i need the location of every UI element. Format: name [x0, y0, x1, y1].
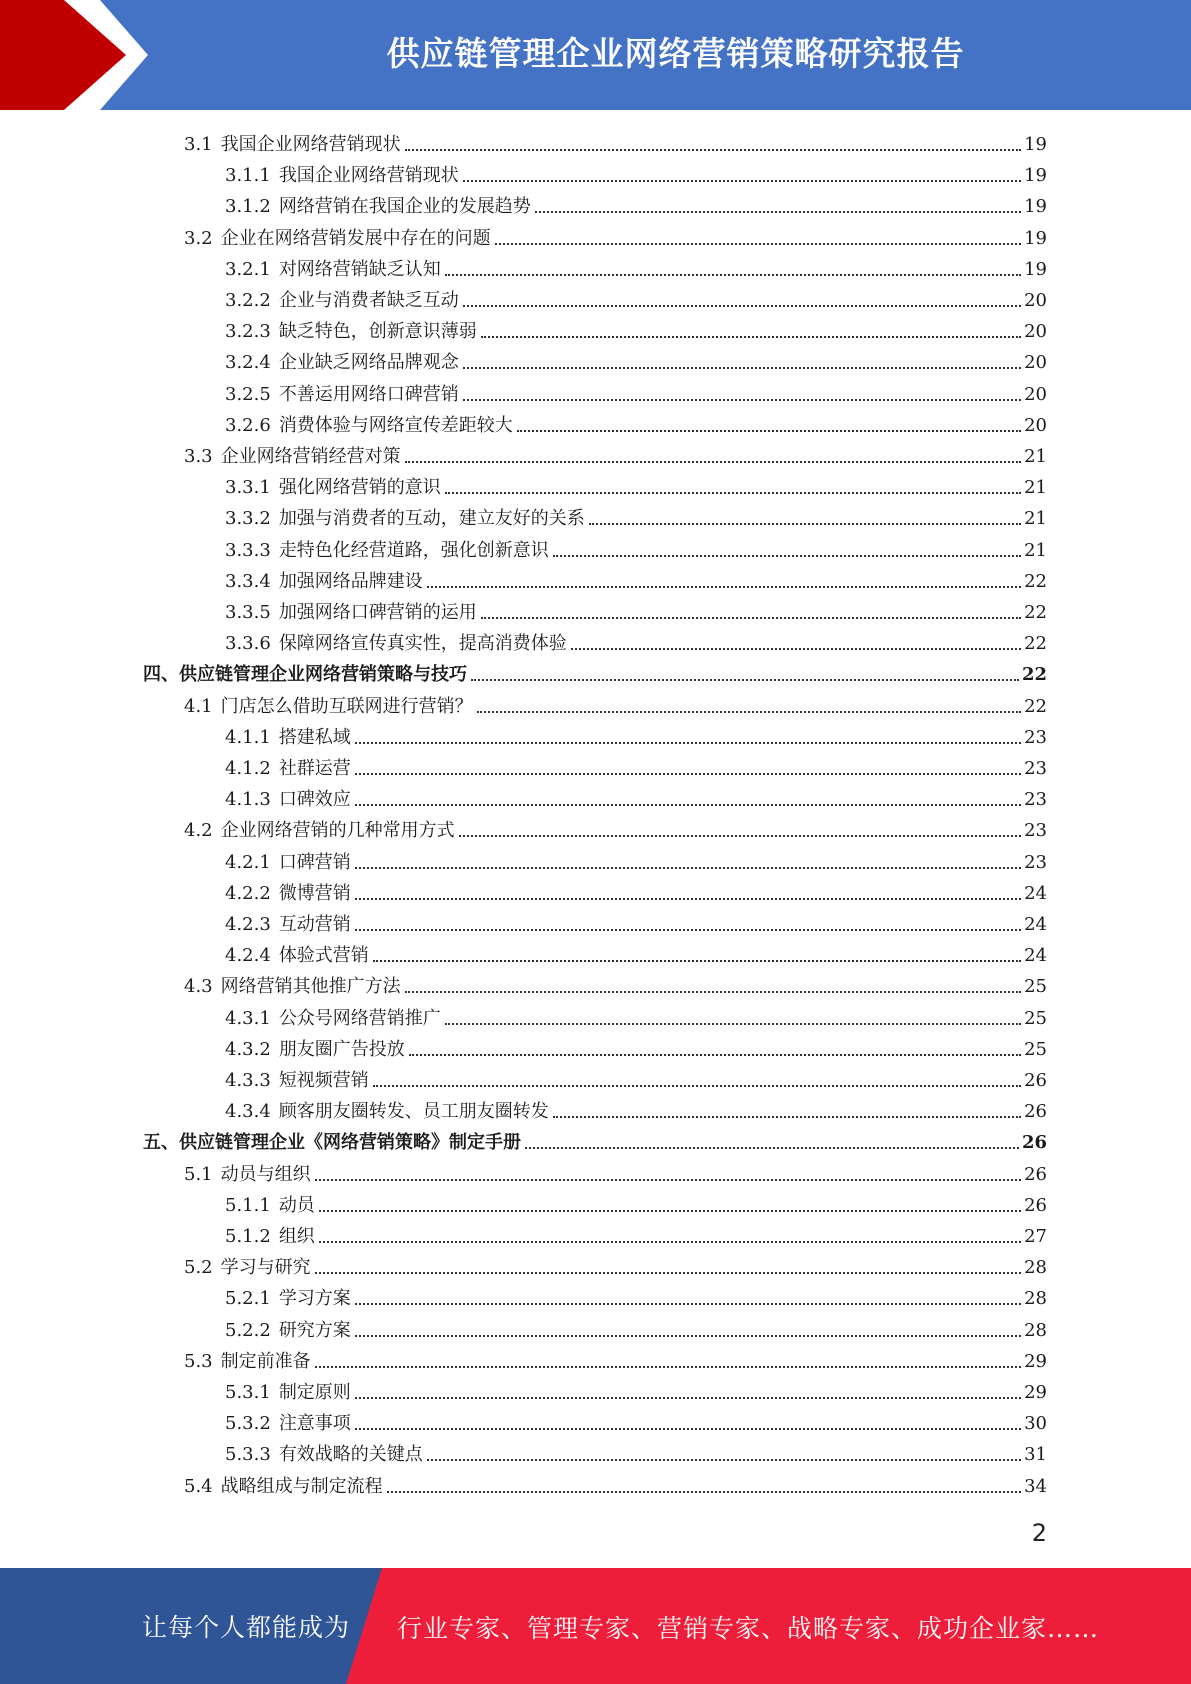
toc-entry-number: 5.2.1: [225, 1288, 271, 1310]
toc-entry-title: 企业网络营销经营对策: [220, 446, 401, 467]
toc-entry-page: 31: [1024, 1444, 1047, 1466]
toc-entry[interactable]: [225, 1219, 1047, 1249]
toc-entry-page: 20: [1024, 290, 1047, 311]
toc-dot-leader: [319, 1210, 1021, 1212]
toc-dot-leader: [427, 586, 1021, 588]
toc-entry-number: 4.3.4: [225, 1101, 271, 1123]
toc-entry-number: 4.2.3: [225, 914, 271, 935]
toc-entry-title: 走特色化经营道路，强化创新意识: [278, 539, 549, 561]
toc-entry[interactable]: [225, 314, 1047, 344]
toc-entry-title: 五、供应链管理企业《网络营销策略》制定手册: [143, 1132, 521, 1154]
toc-entry[interactable]: [225, 876, 1047, 906]
toc-entry-title: 口碑营销: [278, 851, 351, 873]
toc-entry-number: 4.2.4: [225, 945, 271, 967]
toc-entry-page: 23: [1024, 820, 1047, 842]
toc-entry-number: 4.2.1: [225, 851, 271, 873]
toc-entry[interactable]: [184, 1344, 1047, 1374]
toc-entry-title: 有效战略的关键点: [278, 1444, 423, 1466]
toc-entry-page: 23: [1024, 758, 1047, 779]
toc-entry-title: 注意事项: [278, 1413, 351, 1435]
toc-entry-title: 加强网络品牌建设: [278, 570, 423, 592]
toc-dot-leader: [405, 991, 1021, 993]
toc-entry-number: 3.3.6: [225, 633, 271, 655]
toc-entry-page: 22: [1024, 695, 1047, 717]
toc-entry[interactable]: [225, 845, 1047, 875]
toc-entry-number: 4.2.2: [225, 882, 271, 904]
page-header: [0, 0, 1191, 110]
toc-entry-title: 门店怎么借助互联网进行营销？: [220, 695, 473, 717]
toc-entry[interactable]: [184, 969, 1047, 999]
toc-dot-leader: [495, 243, 1021, 245]
toc-entry-number: 4.1.3: [225, 789, 271, 811]
toc-dot-leader: [315, 1272, 1021, 1274]
toc-entry-page: 19: [1024, 227, 1047, 249]
toc-entry-number: 3.3.2: [225, 508, 271, 530]
toc-dot-leader: [463, 367, 1021, 369]
toc-entry[interactable]: [225, 408, 1047, 438]
toc-entry-number: 3.2.6: [225, 414, 271, 436]
toc-entry-title: 强化网络营销的意识: [278, 477, 441, 499]
toc-entry-title: 企业缺乏网络品牌观念: [278, 352, 459, 374]
toc-entry-number: 3.2: [184, 227, 213, 249]
toc-entry-title: 公众号网络营销推广: [278, 1007, 441, 1029]
toc-entry-page: 29: [1024, 1350, 1047, 1372]
toc-entry-title: 组织: [278, 1226, 315, 1247]
toc-entry-page: 20: [1024, 383, 1047, 405]
toc-entry-number: 5.3: [184, 1350, 213, 1372]
toc-entry[interactable]: [225, 1375, 1047, 1405]
toc-entry-title: 缺乏特色，创新意识薄弱: [278, 321, 477, 343]
toc-entry-page: 21: [1024, 539, 1047, 561]
toc-entry-number: 5.3.2: [225, 1413, 271, 1435]
toc-entry-page: 30: [1024, 1413, 1047, 1435]
toc-entry-number: 3.3: [184, 446, 213, 467]
toc-dot-leader: [319, 1241, 1021, 1243]
toc-entry-title: 搭建私域: [278, 726, 351, 748]
toc-entry-number: 4.3.2: [225, 1038, 271, 1060]
toc-dot-leader: [571, 648, 1021, 650]
toc-entry-number: 5.3.1: [225, 1382, 271, 1403]
toc-entry-number: 4.1: [184, 695, 213, 717]
toc-entry-title: 我国企业网络营销现状: [220, 134, 401, 155]
toc-entry-page: 21: [1024, 446, 1047, 467]
toc-entry-page: 26: [1024, 1194, 1047, 1216]
toc-entry-number: 3.1: [184, 134, 213, 155]
toc-entry-page: 29: [1024, 1382, 1047, 1403]
toc-entry[interactable]: [184, 439, 1047, 469]
toc-entry[interactable]: [184, 1469, 1047, 1499]
toc-entry-number: 5.1: [184, 1163, 213, 1185]
toc-entry[interactable]: [225, 470, 1047, 500]
toc-entry-page: 27: [1024, 1226, 1047, 1247]
toc-entry[interactable]: [184, 127, 1047, 157]
toc-entry[interactable]: [225, 1032, 1047, 1062]
toc-dot-leader: [355, 742, 1021, 744]
toc-entry-number: 3.2.5: [225, 383, 271, 405]
toc-entry-page: 22: [1024, 570, 1047, 592]
toc-entry-title: 口碑效应: [278, 789, 351, 811]
toc-entry[interactable]: [225, 564, 1047, 594]
toc-dot-leader: [355, 1397, 1021, 1399]
page-number: 2: [1031, 1519, 1047, 1547]
toc-entry-number: 5.1.2: [225, 1226, 271, 1247]
toc-entry-title: 不善运用网络口碑营销: [278, 383, 459, 405]
toc-entry-page: 22: [1021, 664, 1047, 686]
toc-entry[interactable]: [184, 689, 1047, 719]
toc-dot-leader: [373, 960, 1021, 962]
toc-entry-page: 23: [1024, 726, 1047, 748]
toc-entry-page: 34: [1024, 1475, 1047, 1497]
toc-entry-title: 加强与消费者的互动，建立友好的关系: [278, 508, 585, 530]
toc-entry[interactable]: [225, 751, 1047, 781]
toc-entry-number: 4.2: [184, 820, 213, 842]
toc-entry[interactable]: [184, 1157, 1047, 1187]
toc-entry[interactable]: [225, 501, 1047, 531]
toc-dot-leader: [535, 211, 1021, 213]
toc-entry-title: 学习方案: [278, 1288, 351, 1310]
toc-entry-title: 保障网络宣传真实性，提高消费体验: [278, 633, 567, 655]
toc-dot-leader: [445, 274, 1021, 276]
toc-entry[interactable]: [225, 595, 1047, 625]
toc-entry[interactable]: [225, 938, 1047, 968]
toc-entry-number: 3.2.3: [225, 321, 271, 343]
toc-entry-title: 互动营销: [278, 914, 351, 935]
toc-entry-title: 战略组成与制定流程: [220, 1475, 383, 1497]
toc-dot-leader: [553, 1116, 1021, 1118]
toc-entry-title: 研究方案: [278, 1319, 351, 1341]
toc-dot-leader: [405, 149, 1021, 151]
toc-dot-leader: [481, 336, 1021, 338]
toc-dot-leader: [589, 523, 1021, 525]
toc-entry-page: 21: [1024, 477, 1047, 499]
toc-dot-leader: [355, 867, 1021, 869]
toc-dot-leader: [553, 555, 1021, 557]
page-footer: [0, 1568, 1191, 1684]
toc-dot-leader: [315, 1179, 1021, 1181]
toc-entry-title: 消费体验与网络宣传差距较大: [278, 414, 513, 436]
toc-entry[interactable]: [143, 657, 1047, 687]
toc-entry-number: 3.1.1: [225, 165, 271, 187]
toc-dot-leader: [459, 835, 1021, 837]
toc-entry-page: 19: [1024, 165, 1047, 187]
toc-entry-page: 24: [1024, 882, 1047, 904]
toc-entry[interactable]: [225, 1001, 1047, 1031]
toc-entry-page: 19: [1024, 258, 1047, 280]
toc-entry-page: 26: [1021, 1132, 1047, 1154]
toc-entry-title: 四、供应链管理企业网络营销策略与技巧: [143, 664, 467, 686]
toc-entry-title: 网络营销在我国企业的发展趋势: [278, 196, 531, 218]
toc-entry-title: 社群运营: [278, 758, 351, 779]
toc-entry-title: 动员: [278, 1194, 315, 1216]
toc-dot-leader: [463, 399, 1021, 401]
toc-entry-page: 26: [1024, 1101, 1047, 1123]
toc-entry[interactable]: [143, 1125, 1047, 1155]
toc-entry[interactable]: [225, 1313, 1047, 1343]
toc-entry-title: 制定原则: [278, 1382, 351, 1403]
toc-entry[interactable]: [225, 533, 1047, 563]
toc-entry-number: 3.1.2: [225, 196, 271, 218]
toc-entry[interactable]: [225, 1406, 1047, 1436]
toc-entry-page: 28: [1024, 1257, 1047, 1279]
toc-dot-leader: [477, 711, 1021, 713]
toc-dot-leader: [481, 617, 1021, 619]
toc-entry-number: 5.2.2: [225, 1319, 271, 1341]
toc-entry-number: 4.1.1: [225, 726, 271, 748]
toc-entry[interactable]: [225, 1437, 1047, 1467]
toc-entry[interactable]: [225, 189, 1047, 219]
toc-dot-leader: [373, 1085, 1021, 1087]
toc-dot-leader: [405, 461, 1021, 463]
toc-entry-page: 20: [1024, 321, 1047, 343]
toc-entry[interactable]: [225, 252, 1047, 282]
toc-entry-number: 4.1.2: [225, 758, 271, 779]
toc-entry[interactable]: [225, 158, 1047, 188]
toc-entry-number: 4.3.1: [225, 1007, 271, 1029]
toc-dot-leader: [409, 1054, 1021, 1056]
toc-entry-title: 企业在网络营销发展中存在的问题: [220, 227, 491, 249]
footer-slogan-left: 让每个人都能成为: [142, 1613, 351, 1642]
toc-entry-number: 3.3.5: [225, 602, 271, 623]
toc-entry-page: 20: [1024, 352, 1047, 374]
toc-entry-number: 3.3.4: [225, 570, 271, 592]
toc-dot-leader: [517, 430, 1021, 432]
toc-entry-page: 25: [1024, 1007, 1047, 1029]
toc-entry-page: 23: [1024, 851, 1047, 873]
toc-entry-title: 制定前准备: [220, 1350, 311, 1372]
toc-dot-leader: [427, 1459, 1021, 1461]
toc-entry-title: 我国企业网络营销现状: [278, 165, 459, 187]
toc-entry-page: 19: [1024, 134, 1047, 155]
toc-entry-page: 25: [1024, 976, 1047, 998]
toc-entry-page: 22: [1024, 602, 1047, 623]
toc-entry-number: 5.2: [184, 1257, 213, 1279]
toc-dot-leader: [445, 1023, 1021, 1025]
toc-entry-title: 短视频营销: [278, 1070, 369, 1091]
toc-entry[interactable]: [184, 221, 1047, 251]
toc-dot-leader: [463, 305, 1021, 307]
toc-entry-page: 28: [1024, 1319, 1047, 1341]
toc-entry[interactable]: [225, 1188, 1047, 1218]
toc-entry[interactable]: [225, 1094, 1047, 1124]
toc-dot-leader: [445, 492, 1021, 494]
toc-entry-page: 26: [1024, 1163, 1047, 1185]
toc-entry-number: 4.3: [184, 976, 213, 998]
toc-entry-page: 19: [1024, 196, 1047, 218]
toc-entry-number: 3.3.3: [225, 539, 271, 561]
toc-entry-number: 3.2.1: [225, 258, 271, 280]
toc-entry-title: 学习与研究: [220, 1257, 311, 1279]
toc-entry[interactable]: [225, 345, 1047, 375]
toc-entry-title: 朋友圈广告投放: [278, 1038, 405, 1060]
toc-entry[interactable]: [225, 720, 1047, 750]
toc-entry-number: 5.3.3: [225, 1444, 271, 1466]
toc-dot-leader: [463, 180, 1021, 182]
toc-entry-number: 5.4: [184, 1475, 213, 1497]
toc-entry-number: 3.3.1: [225, 477, 271, 499]
toc-entry-title: 对网络营销缺乏认知: [278, 258, 441, 280]
toc-entry-page: 28: [1024, 1288, 1047, 1310]
toc-entry-title: 企业网络营销的几种常用方式: [220, 820, 455, 842]
toc-entry-title: 网络营销其他推广方法: [220, 976, 401, 998]
toc-entry-page: 25: [1024, 1038, 1047, 1060]
toc-entry-title: 动员与组织: [220, 1163, 311, 1185]
toc-dot-leader: [471, 679, 1019, 681]
toc-entry[interactable]: [225, 1281, 1047, 1311]
toc-entry[interactable]: [225, 1063, 1047, 1093]
toc-dot-leader: [355, 1428, 1021, 1430]
toc-entry[interactable]: [225, 782, 1047, 812]
toc-dot-leader: [315, 1366, 1021, 1368]
toc-entry-page: 22: [1024, 633, 1047, 655]
toc-entry[interactable]: [184, 1250, 1047, 1280]
toc-dot-leader: [355, 929, 1021, 931]
toc-entry-title: 加强网络口碑营销的运用: [278, 602, 477, 623]
toc-dot-leader: [355, 773, 1021, 775]
toc-dot-leader: [525, 1147, 1019, 1149]
toc-entry-title: 体验式营销: [278, 945, 369, 967]
toc-dot-leader: [355, 1335, 1021, 1337]
toc-entry-number: 5.1.1: [225, 1194, 271, 1216]
toc-entry-page: 24: [1024, 914, 1047, 935]
toc-entry-page: 21: [1024, 508, 1047, 530]
toc-entry[interactable]: [225, 626, 1047, 656]
toc-entry[interactable]: [225, 907, 1047, 937]
toc-entry-number: 3.2.2: [225, 290, 271, 311]
toc-entry-page: 26: [1024, 1070, 1047, 1091]
toc-entry[interactable]: [225, 377, 1047, 407]
toc-entry-page: 23: [1024, 789, 1047, 811]
toc-dot-leader: [355, 804, 1021, 806]
toc-entry[interactable]: [184, 813, 1047, 843]
toc-entry[interactable]: [225, 283, 1047, 313]
toc-entry-title: 微博营销: [278, 882, 351, 904]
toc-entry-title: 顾客朋友圈转发、员工朋友圈转发: [278, 1101, 549, 1123]
toc-entry-title: 企业与消费者缺乏互动: [278, 290, 459, 311]
toc-dot-leader: [355, 898, 1021, 900]
toc-dot-leader: [355, 1303, 1021, 1305]
toc-entry-number: 3.2.4: [225, 352, 271, 374]
toc-entry-number: 4.3.3: [225, 1070, 271, 1091]
toc-entry-page: 20: [1024, 414, 1047, 436]
toc-dot-leader: [387, 1491, 1021, 1493]
document-title: 供应链管理企业网络营销策略研究报告: [386, 34, 965, 73]
footer-slogan-right: 行业专家、管理专家、营销专家、战略专家、成功企业家……: [397, 1614, 1100, 1643]
toc-entry-page: 24: [1024, 945, 1047, 967]
